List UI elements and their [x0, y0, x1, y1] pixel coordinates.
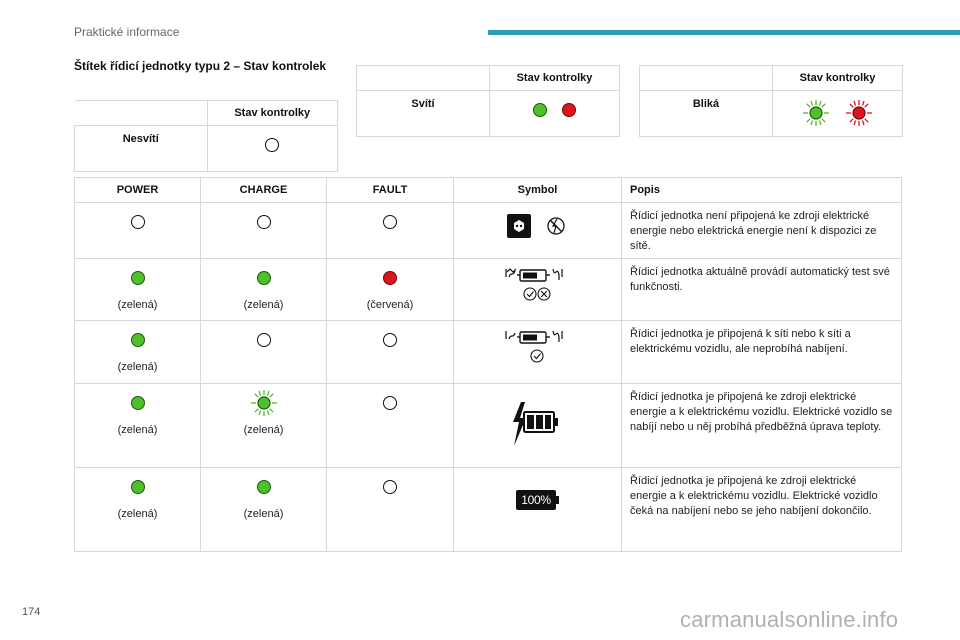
lamp-green-blink-icon — [249, 388, 279, 418]
lamp-green-icon — [131, 396, 145, 410]
row-description: Řídicí jednotka je připojená k síti nebo k síti a elektrickému vozidlu, ale neprobíhá nabíjení. — [622, 321, 902, 384]
lamp-off-icon — [383, 215, 397, 229]
lamp-red-icon — [383, 271, 397, 285]
connected-icon — [503, 329, 573, 365]
row-description: Řídicí jednotka aktuálně provádí automatický test své funkčnosti. — [622, 259, 902, 321]
col-header-fault: FAULT — [327, 178, 454, 203]
table-row — [75, 384, 902, 468]
col-header-symbol: Symbol — [454, 178, 622, 203]
watermark: carmanualsonline.info — [680, 607, 899, 632]
lamp-caption: (zelená) — [117, 424, 158, 436]
legend-off-table — [74, 100, 338, 172]
legend-col-header: Stav kontrolky — [207, 101, 338, 126]
row-description: Řídicí jednotka je připojená ke zdroji elektrické energie a k elektrickému vozidlu. Elektrické vozidlo se nabíjí nebo u něj probíhá předběžná úprava teploty. — [622, 384, 902, 468]
lamp-red-blink-icon — [844, 98, 874, 128]
lamp-green-icon — [131, 333, 145, 347]
legend-col-header: Stav kontrolky — [773, 66, 903, 91]
charging-battery-icon — [508, 400, 568, 448]
lamp-caption: (zelená) — [243, 424, 284, 436]
battery-full-icon — [516, 490, 559, 510]
row-description: Řídicí jednotka není připojená ke zdroji elektrické energie nebo elektrická energie není k dispozici ze sítě. — [622, 203, 902, 259]
self-test-icon — [503, 267, 573, 303]
header-accent-bar — [488, 30, 960, 35]
col-header-description: Popis — [622, 178, 902, 203]
lamp-green-icon — [257, 271, 271, 285]
legend-row-label: Svítí — [357, 91, 490, 137]
col-header-charge: CHARGE — [201, 178, 327, 203]
legend-on-table — [356, 65, 620, 137]
lamp-off-icon — [383, 396, 397, 410]
plug-and-no-power-icons — [503, 211, 573, 241]
section-title: Štítek řídicí jednotky typu 2 – Stav kontrolek — [74, 59, 327, 73]
lamp-green-icon — [533, 103, 547, 117]
lamp-red-icon — [562, 103, 576, 117]
row-description: Řídicí jednotka je připojená ke zdroji elektrické energie a k elektrickému vozidlu. Elektrické vozidlo čeká na nabíjení nebo se jeho nabíjení dokončilo. — [622, 468, 902, 552]
lamp-off-icon — [131, 215, 145, 229]
lamp-caption: (zelená) — [117, 299, 158, 311]
lamp-green-icon — [131, 480, 145, 494]
lamp-off-icon — [265, 138, 279, 152]
status-table — [74, 177, 902, 552]
col-header-power: POWER — [75, 178, 201, 203]
lamp-green-icon — [131, 271, 145, 285]
lamp-caption: (zelená) — [243, 299, 284, 311]
lamp-caption: (zelená) — [243, 508, 284, 520]
section-header: Praktické informace — [74, 25, 180, 39]
lamp-caption: (zelená) — [117, 508, 158, 520]
table-row — [75, 203, 902, 259]
table-row — [75, 259, 902, 321]
lamp-off-icon — [383, 333, 397, 347]
legend-col-header: Stav kontrolky — [490, 66, 620, 91]
lamp-caption: (červená) — [366, 299, 414, 311]
lamp-off-icon — [257, 333, 271, 347]
battery-full-label: 100% — [516, 490, 556, 510]
lamp-green-icon — [257, 480, 271, 494]
legend-row-label: Nesvítí — [75, 126, 208, 172]
table-row — [75, 468, 902, 552]
legend-blink-table — [639, 65, 903, 137]
legend-row-label: Bliká — [640, 91, 773, 137]
lamp-off-icon — [383, 480, 397, 494]
lamp-green-blink-icon — [801, 98, 831, 128]
lamp-off-icon — [257, 215, 271, 229]
page-number: 174 — [22, 606, 41, 618]
lamp-caption: (zelená) — [117, 361, 158, 373]
table-row — [75, 321, 902, 384]
